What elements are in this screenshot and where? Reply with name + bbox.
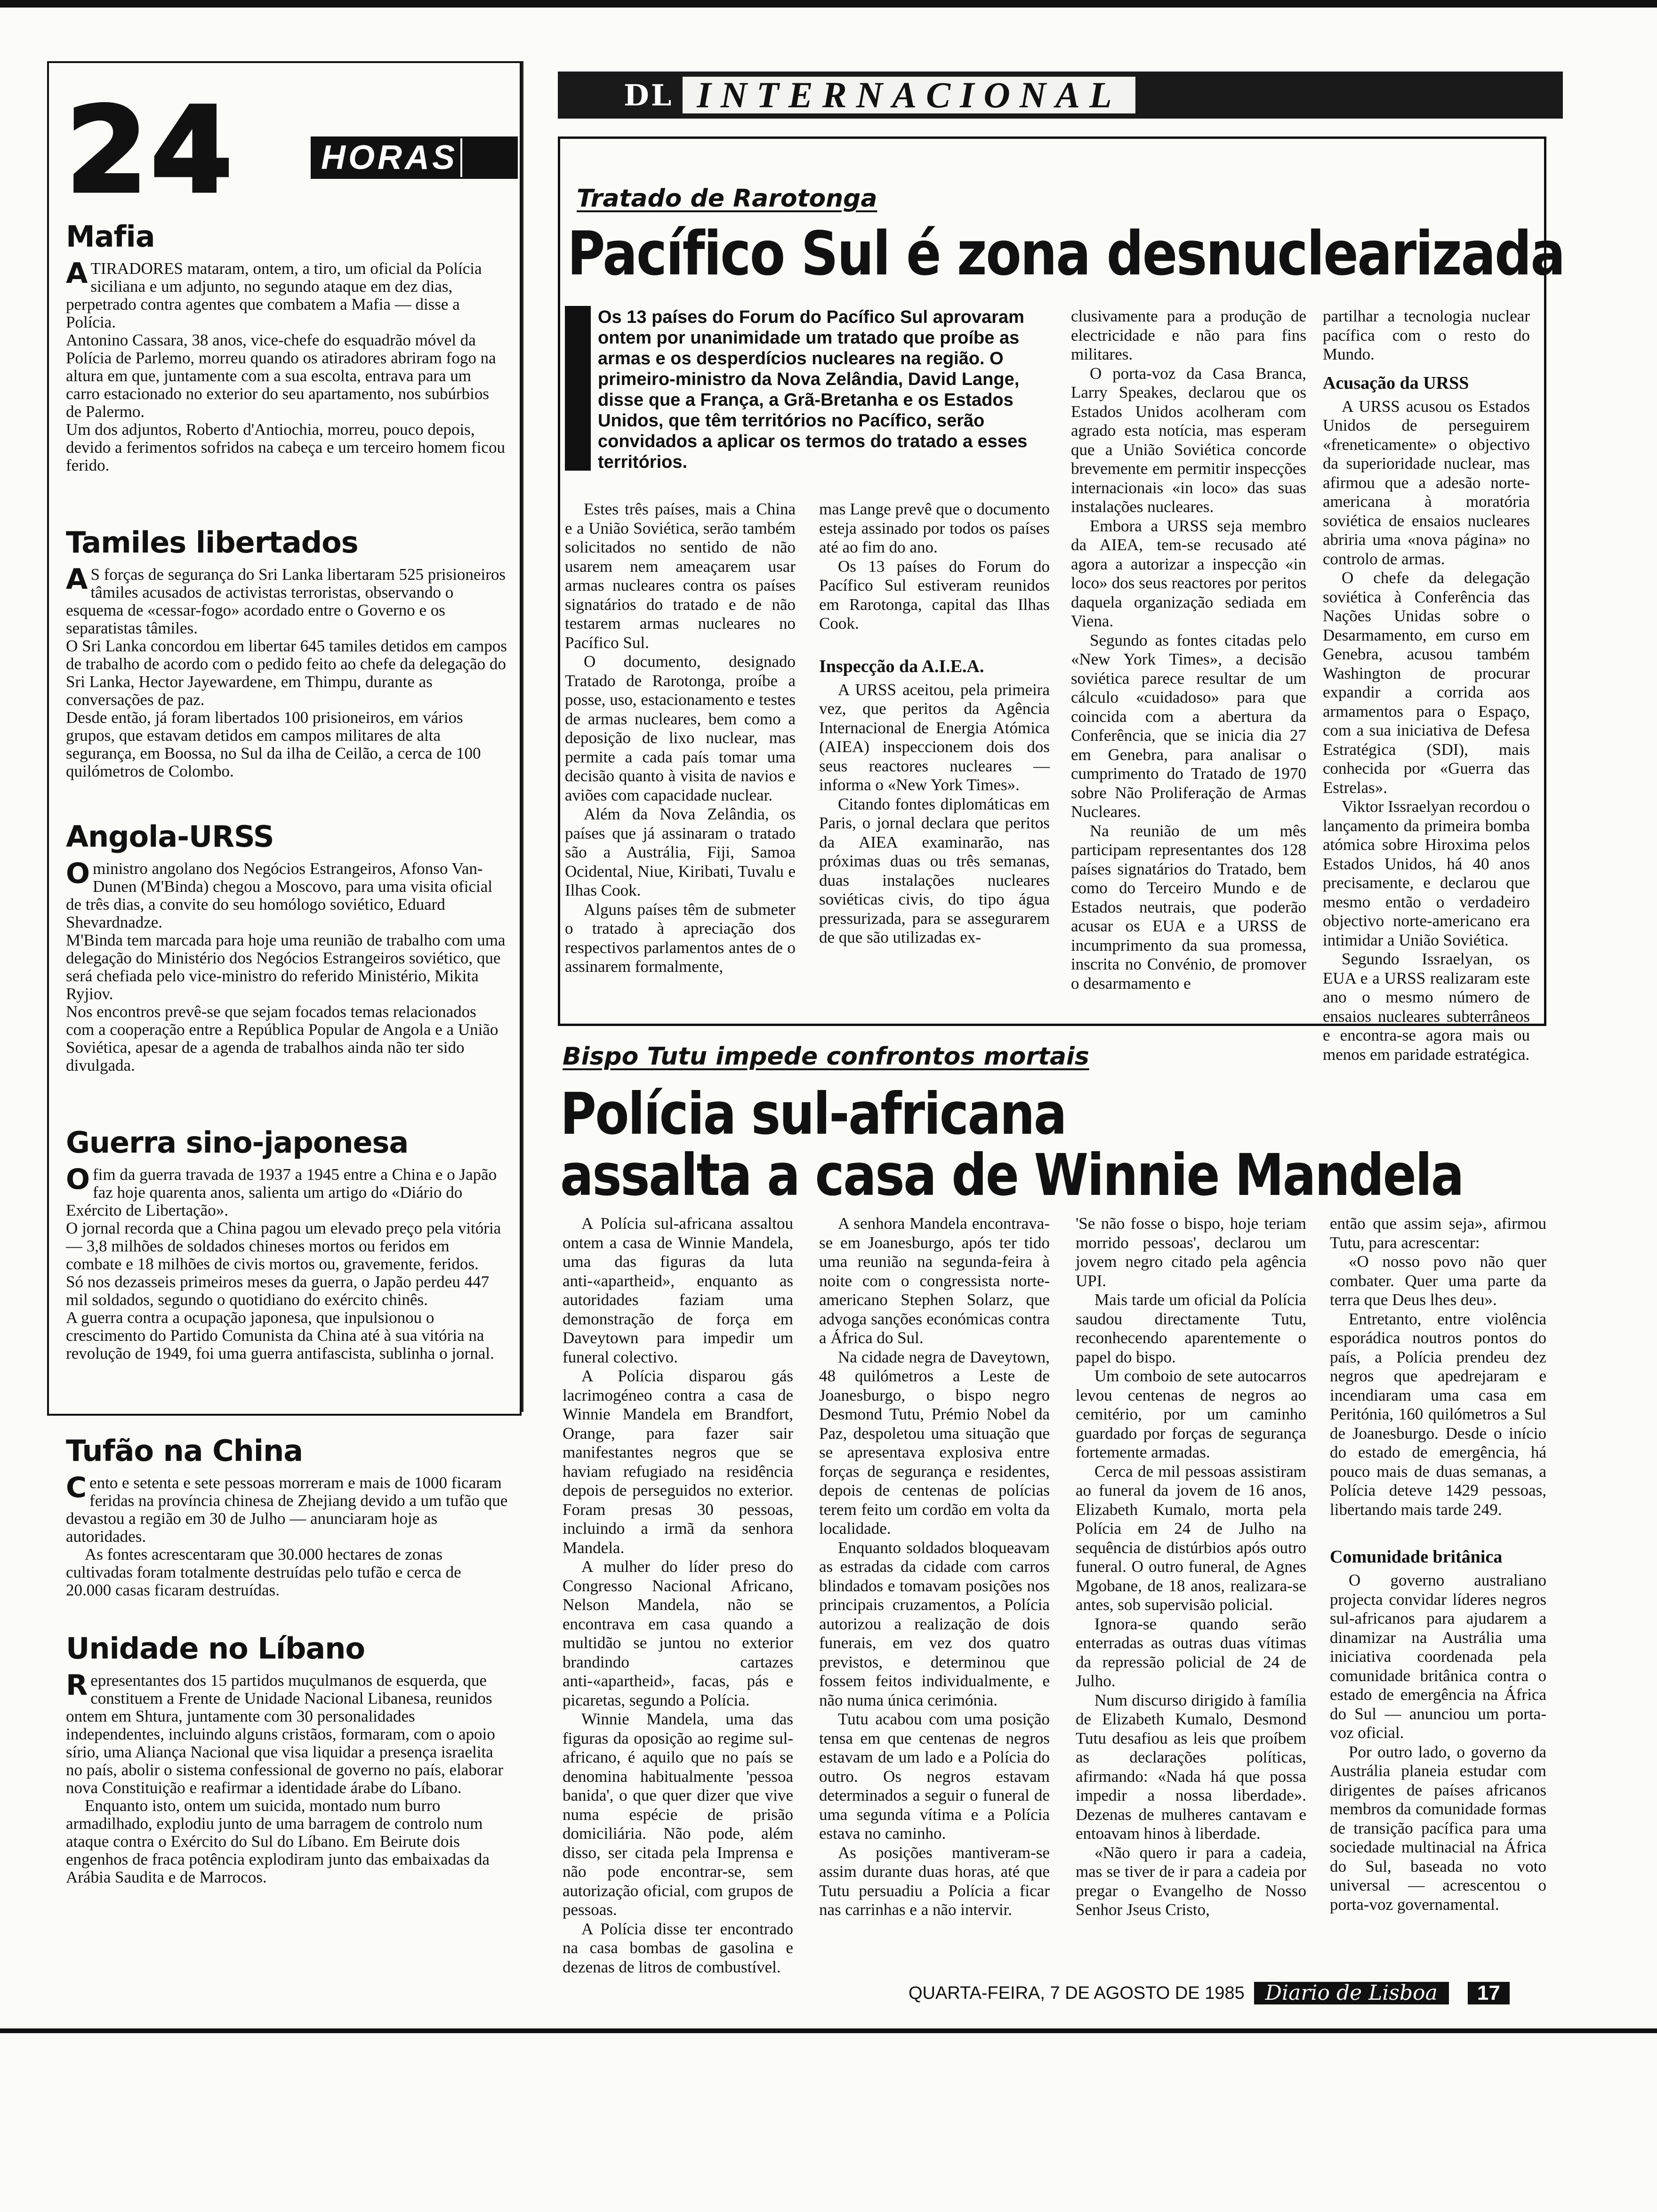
brief-text: fim da guerra travada de 1937 a 1945 entre a China e o Japão faz hoje quarenta anos, salienta um artigo do «Diário do Exército de Libertação». — [66, 1165, 497, 1219]
drop-cap: R — [66, 1669, 88, 1702]
para: Num discurso dirigido à família de Elizabeth Kumalo, Desmond Tutu desafiou as leis que proíbem as declarações políticas, afirmando: «Nada há que possa impedir a nossa liberdade». Dezenas de mulheres cantavam e entoavam hinos à liberdade. — [1076, 1691, 1306, 1843]
story1-kicker: Tratado de Rarotonga — [577, 184, 877, 213]
story2-col4 — [1330, 1214, 1546, 1914]
brief-text: ento e setenta e sete pessoas morreram e mais de 1000 ficaram feridas na província chinesa de Zhejiang devido a um tufão que devastou a região em 30 de Julho — anunciaram hoje as autoridades. — [66, 1474, 508, 1546]
story1-lead — [598, 307, 1050, 473]
brief-text: As fontes acrescentaram que 30.000 hectares de zonas cultivadas foram totalmente destruídas pelo tufão e cerca de 20.000 casas ficaram destruídas. — [66, 1545, 461, 1599]
para: O porta-voz da Casa Branca, Larry Speakes, declarou que os Estados Unidos acolheram com agrado esta notícia, mas esperam que a União Soviética concorde brevemente em permitir inspecções internacionais «in loco» das suas instalações nucleares. — [1071, 364, 1306, 516]
brief-heading: Angola-URSS — [66, 819, 274, 854]
para: Mais tarde um oficial da Polícia saudou directamente Tutu, reconhecendo aparentemente o papel do bispo. — [1076, 1290, 1306, 1366]
brief-text: Nos encontros prevê-se que sejam focados temas relacionados com a cooperação entre a República Popular de Angola e a União Soviética, apesar de a agenda de trabalhos ainda não ter sido divulgada. — [66, 1002, 499, 1074]
para: partilhar a tecnologia nuclear pacífica com o resto do Mundo. — [1323, 307, 1530, 363]
para: 'Se não fosse o bispo, hoje teriam morrido pessoas', declarou um jovem negro citado pela agência UPI. — [1076, 1214, 1306, 1290]
top-border — [0, 0, 1657, 8]
story2-col3 — [1076, 1214, 1306, 1920]
para: Alguns países têm de submeter o tratado à apreciação dos respectivos parlamentos antes de o assinarem formalmente, — [565, 900, 796, 976]
story2-kicker: Bispo Tutu impede confrontos mortais — [563, 1042, 1089, 1071]
story2-headline-2: assalta a casa de Winnie Mandela — [560, 1142, 1463, 1209]
para: Enquanto soldados bloqueavam as estradas da cidade com carros blindados e tomavam posições nos principais cruzamentos, a Polícia autorizou a realização de dois funerais, em vez dos quatro previstos, e determinou que fossem feitos individualmente, e não numa única cerimónia. — [819, 1538, 1050, 1709]
brief-heading: Tamiles libertados — [66, 525, 358, 560]
story1-col4 — [1323, 307, 1530, 1064]
para: «Não quero ir para a cadeia, mas se tiver de ir para a cadeia por pregar o Evangelho de Nosso Senhor Jseus Cristo, — [1076, 1843, 1306, 1919]
para: Os 13 países do Forum do Pacífico Sul estiveram reunidos em Rarotonga, capital das Ilhas Cook. — [819, 557, 1050, 633]
para: A URSS aceitou, pela primeira vez, que peritos da Agência Internacional de Energia Atómica (AIEA) inspeccionem dois dos seus reactores nucleares — informa o «New York Times». — [819, 680, 1050, 794]
story1-col3 — [1071, 307, 1306, 993]
brief-angola — [66, 821, 508, 1074]
para: O documento, designado Tratado de Rarotonga, proíbe a posse, uso, estacionamento e testes de armas nucleares, bem como a deposição de lixo nuclear, mas permite a cada país tomar uma decisão quanto à visita de navios e aviões com capacidade nuclear. — [565, 652, 796, 804]
para: Citando fontes diplomáticas em Paris, o jornal declara que peritos da AIEA examinarão, nas próximas duas ou três semanas, duas instalações nucleares soviéticas civis, do tipo água pressurizada, para se assegurarem de que são utilizadas ex- — [819, 794, 1050, 946]
brief-text: A guerra contra a ocupação japonesa, que inpulsionou o crescimento do Partido Comunista da China até à sua vitória na revolução de 1949, foi uma guerra antifascista, sublinha o jornal. — [66, 1308, 494, 1362]
drop-cap: A — [66, 563, 88, 596]
para: A Polícia sul-africana assaltou ontem a casa de Winnie Mandela, uma das figuras da luta anti-«apartheid», enquanto as autoridades faziam uma demonstração de força em Daveytown para impedir um funeral colectivo. — [563, 1214, 793, 1366]
para: A Polícia disparou gás lacrimogéneo contra a casa de Winnie Mandela em Brandfort, Orange, para fazer sair manifestantes negros que se haviam refugiado na residência depois de perseguidos no exterior. Foram presas 30 pessoas, incluindo a irmã da senhora Mandela. — [563, 1367, 793, 1557]
footer-paper-name: Diario de Lisboa — [1254, 1982, 1449, 2004]
brief-libano — [66, 1633, 508, 1886]
para: Segundo as fontes citadas pelo «New York Times», a decisão soviética parece resultar de um cálculo «cuidadoso» para que coincida com a abertura da Conferência, que se inicia dia 27 em Genebra, para analisar o cumprimento do Tratado de 1970 sobre Não Proliferação de Armas Nucleares. — [1071, 631, 1306, 821]
para: Tutu acabou com uma posição tensa em que centenas de negros estavam de um lado e a Polícia do outro. Os negros estavam determinados a seguir o funeral de uma segunda vítima e a Polícia estava no caminho. — [819, 1710, 1050, 1843]
para: Winnie Mandela, uma das figuras da oposição ao regime sul-africano, é aquilo que no país se denomina habitualmente 'pessoa banida', o que quer dizer que vive numa espécie de prisão domiciliária. Não pode, além disso, ser citada pela Imprensa e não pode encontrar-se, sem autorização oficial, com grupos de pessoas. — [563, 1710, 793, 1919]
brief-text: S forças de segurança do Sri Lanka libertaram 525 prisioneiros tâmiles acusados de activistas terroristas, observando o esquema de «cessar-fogo» acordado entre o Governo e os separatistas tâmiles. — [66, 565, 506, 637]
brief-text: O Sri Lanka concordou em libertar 645 tamiles detidos em campos de trabalho de acordo com o pedido feito ao chefe da delegação do Sri Lanka, Hector Jayewardene, em Thimpu, durante as conversações de paz. — [66, 637, 507, 709]
bottom-border — [0, 2028, 1657, 2033]
para: A Polícia disse ter encontrado na casa bombas de gasolina e dezenas de litros de combustível. — [563, 1919, 793, 1976]
brief-text: ministro angolano dos Negócios Estrangeiros, Afonso Van-Dunen (M'Binda) chegou a Moscovo, para uma visita oficial de três dias, a convite do seu homólogo soviético, Eduard Shevardnadze. — [66, 859, 493, 931]
briefs-masthead — [66, 89, 518, 216]
brief-heading: Tufão na China — [66, 1434, 303, 1468]
para: Um comboio de sete autocarros levou centenas de negros ao cemitério, por um caminho guardado por forças de segurança fortemente armadas. — [1076, 1367, 1306, 1461]
para: «O nosso povo não quer combater. Quer uma parte da terra que Deus lhes deu». — [1330, 1252, 1546, 1309]
para: mas Lange prevê que o documento esteja assinado por todos os países até ao fim do ano. — [819, 500, 1050, 556]
subhead: Comunidade britânica — [1330, 1547, 1503, 1567]
brief-heading: Guerra sino-japonesa — [66, 1125, 409, 1160]
brief-tufao — [66, 1435, 508, 1599]
para: Entretanto, entre violência esporádica noutros pontos do país, a Polícia prendeu dez negros que apedrejaram e incendiaram uma casa em Peritónia, 160 quilómetros a Sul de Joanesburgo. Desde o início do estado de emergência, há pouco mais de duas semanas, a Polícia deteve 1429 pessoas, libertando mais tarde 249. — [1330, 1309, 1546, 1519]
para: Cerca de mil pessoas assistiram ao funeral da jovem de 16 anos, Elizabeth Kumalo, morta pela Polícia em 24 de Julho na sequência de distúrbios após outro funeral. O outro funeral, de Agnes Mgobane, de 18 anos, realizara-se antes, sob supervisão policial. — [1076, 1462, 1306, 1614]
para: Por outro lado, o governo da Austrália planeia estudar com dirigentes de países africanos membros da comunidade formas de transição pacífica para uma sociedade multinacial na África do Sul, baseada no voto universal — acrescentou o porta-voz governamental. — [1330, 1742, 1546, 1914]
para: As posições mantiveram-se assim durante duas horas, até que Tutu persuadiu a Polícia a ficar nas carrinhas e a não intervir. — [819, 1843, 1050, 1919]
brief-heading: Mafia — [66, 219, 155, 254]
story2-col2 — [819, 1214, 1050, 1920]
brief-text: TIRADORES mataram, ontem, a tiro, um oficial da Polícia siciliana e um adjunto, no segundo ataque em dez dias, perpetrado contra agentes que combatem a Mafia — disse a Polícia. — [66, 259, 482, 331]
column-rule — [522, 61, 523, 1412]
story1-col1 — [565, 500, 796, 977]
masthead-horas — [311, 136, 518, 179]
footer-page-number: 17 — [1468, 1982, 1510, 2004]
drop-cap: C — [66, 1471, 87, 1504]
lead-drop-bar — [565, 306, 591, 471]
para: Além da Nova Zelândia, os países que já assinaram o tratado são a Austrália, Fiji, Samoa Ocidental, Niue, Kiribati, Tuvalu e Ilhas Cook. — [565, 805, 796, 899]
story2-col1 — [563, 1214, 793, 1977]
para: Na reunião de um mês participam representantes dos 128 países signatários do Tratado, bem como do Terceiro Mundo e de Estados neutrais, que poderão acusar os EUA e a URSS de incumprimento da sua promessa, inscrita no Convénio, de promover o desarmamento e — [1071, 821, 1306, 993]
para: O governo australiano projecta convidar líderes negros sul-africanos para ajudarem a dinamizar na Austrália uma iniciativa coordenada pela comunidade britânica contra o estado de emergência na África do Sul — anunciou um porta-voz oficial. — [1330, 1571, 1546, 1742]
brief-text: Desde então, já foram libertados 100 prisioneiros, em vários grupos, que estavam detidos em campos militares de alta segurança, em Boossa, no Sul da ilha de Ceilão, a cerca de 100 quilómetros de Colombo. — [66, 708, 481, 780]
brief-text: O jornal recorda que a China pagou um elevado preço pela vitória — 3,8 milhões de soldados chineses mortos ou feridos em combate e 18 milhões de civis mortos ou, gravemente, feridos. — [66, 1219, 501, 1273]
para: Segundo Issraelyan, os EUA e a URSS realizaram este ano o mesmo número de ensaios nucleares subterrâneos e encontra-se agora mais ou menos em paridade estratégica. — [1323, 950, 1530, 1064]
brief-heading: Unidade no Líbano — [66, 1631, 365, 1666]
para: Ignora-se quando serão enterradas as outras duas vítimas da repressão policial de 24 de Julho. — [1076, 1614, 1306, 1690]
drop-cap: O — [66, 857, 90, 890]
para: O chefe da delegação soviética à Conferência das Nações Unidas sobre o Desarmamento, em curso em Genebra, acusou também Washington de procurar expandir a corrida aos armamentos para o Espaço, com a sua iniciativa de Defesa Estratégica (SDI), mais conhecida por «Guerra das Estrelas». — [1323, 569, 1530, 797]
para: clusivamente para a produção de electricidade e não para fins militares. — [1071, 307, 1306, 363]
masthead-number: 24 — [66, 89, 311, 212]
brief-tamiles — [66, 527, 508, 780]
para: Viktor Issraelyan recordou o lançamento da primeira bomba atómica sobre Hiroxima pelos Estados Unidos, há 40 anos precisamente, e declarou que mesmo então o verdadeiro objectivo norte-americano era intimidar a União Soviética. — [1323, 797, 1530, 949]
drop-cap: O — [66, 1163, 90, 1196]
brief-text: Antonino Cassara, 38 anos, vice-chefe do esquadrão móvel da Polícia de Parlemo, morreu quando os atiradores abriram fogo na altura em que, juntamente com a sua escolta, entrava para um carro estacionado no exterior do seu apartamento, nos subúrbios de Palermo. — [66, 331, 496, 421]
para: Na cidade negra de Daveytown, 48 quilómetros a Leste de Joanesburgo, o bispo negro Desmond Tutu, Prémio Nobel da Paz, despoletou uma situação que se apresentava explosiva entre forças de segurança e residentes, depois de centenas de polícias terem feito um cordão em volta da localidade. — [819, 1347, 1050, 1538]
page-footer — [909, 1979, 1563, 2007]
brief-text: epresentantes dos 15 partidos muçulmanos de esquerda, que constituem a Frente de Unidade Nacional Libanesa, reunidos ontem em Shtura, juntamente com 30 personalidades independentes, incluindo alguns cristãos, formaram, com o apoio sírio, uma Aliança Nacional que visa liquidar a presença israelita no país, abolir o sistema confessional de governo no país, elaborar nova Constituição e reafirmar a identidade árabe do Líbano. — [66, 1671, 504, 1797]
para: A senhora Mandela encontrava-se em Joanesburgo, após ter tido uma reunião na segunda-feira à noite com o congressista norte-americano Stephen Solarz, que advoga sanções económicas contra a África do Sul. — [819, 1214, 1050, 1347]
brief-guerra — [66, 1127, 508, 1362]
para: Embora a URSS seja membro da AIEA, tem-se recusado até agora a autorizar a inspecção «in loco» dos seus reactores por peritos daquela organização sediada em Viena. — [1071, 516, 1306, 630]
story1-col2 — [819, 500, 1050, 947]
subhead: Acusação da URSS — [1323, 373, 1469, 393]
para: A URSS acusou os Estados Unidos de perseguirem «freneticamente» o objectivo da superioridade nuclear, mas afirmou que a adesão norte-americana à moratória soviética de ensaios nucleares abriria uma «nova página» no controlo de armas. — [1323, 397, 1530, 568]
brief-text: Enquanto isto, ontem um suicida, montado num burro armadilhado, explodiu junto de uma barragem de controlo num ataque contra o Exército do Sul do Líbano. Em Beirute dois engenhos de fraca potência explodiram junto das embaixadas da Arábia Saudita e de Marrocos. — [66, 1796, 490, 1886]
para: Estes três países, mais a China e a União Soviética, serão também solicitados no sentido de não usarem nem ameaçarem usar armas nucleares contra os países signatários do tratado e de não testarem armas nucleares no Pacífico Sul. — [565, 500, 796, 652]
horas-label: HORAS — [318, 138, 462, 177]
subhead: Inspecção da A.I.E.A. — [819, 656, 984, 676]
footer-date: QUARTA-FEIRA, 7 DE AGOSTO DE 1985 — [909, 1983, 1245, 2003]
banner-section-title: INTERNACIONAL — [683, 77, 1135, 113]
brief-text: Só nos dezasseis primeiros meses da guerra, o Japão perdeu 447 mil soldados, segundo o quotidiano do exército chinês. — [66, 1273, 490, 1309]
story1-headline: Pacífico Sul é zona desnuclearizada — [567, 219, 1564, 289]
brief-text: M'Binda tem marcada para hoje uma reunião de trabalho com uma delegação do Ministério dos Negócios Estrangeiros soviético, que será chefiada pelo vice-ministro do referido Ministério, Mikita Ryjiov. — [66, 931, 506, 1003]
banner-logo: DL — [624, 78, 674, 112]
para: A mulher do líder preso do Congresso Nacional Africano, Nelson Mandela, não se encontrava em casa quando a multidão se juntou no exterior brandindo cartazes anti-«apartheid», facas, pás e picaretas, segundo a Polícia. — [563, 1557, 793, 1709]
section-banner — [558, 72, 1563, 119]
story1-lead-text: Os 13 países do Forum do Pacífico Sul aprovaram ontem por unanimidade um tratado que proíbe as armas e os desperdícios nucleares na região. O primeiro-ministro da Nova Zelândia, David Lange, disse que a França, a Grã-Bretanha e os Estados Unidos, que têm territórios no Pacífico, serão convidados a aplicar os termos do tratado a esses territórios. — [598, 307, 1028, 472]
para: então que assim seja», afirmou Tutu, para acrescentar: — [1330, 1214, 1546, 1252]
drop-cap: A — [66, 257, 88, 290]
brief-text: Um dos adjuntos, Roberto d'Antiochia, morreu, pouco depois, devido a ferimentos sofridos na cabeça e um terceiro homem ficou ferido. — [66, 420, 505, 474]
story2-headline-1: Polícia sul-africana — [560, 1081, 1066, 1147]
brief-mafia — [66, 221, 508, 474]
